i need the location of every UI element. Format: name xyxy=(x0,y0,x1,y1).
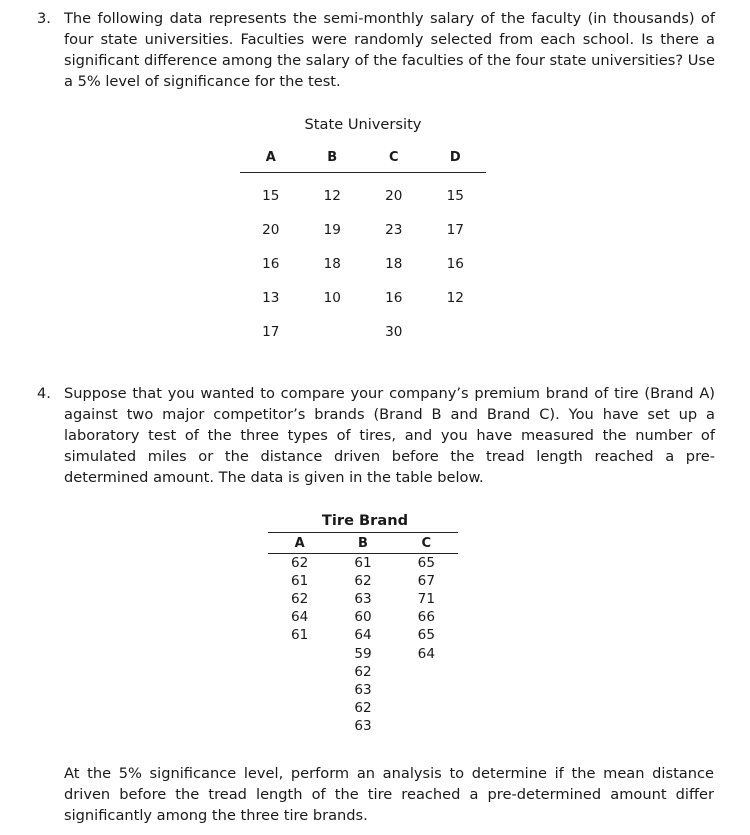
table-cell: 64 xyxy=(291,609,309,626)
table-cell: 59 xyxy=(354,645,372,662)
table-cell: 20 xyxy=(262,222,280,238)
table-cell: 62 xyxy=(291,554,309,571)
table-cell: 62 xyxy=(291,590,309,607)
table-cell: 67 xyxy=(417,572,435,589)
table-cell xyxy=(395,700,458,718)
tire-table-title: Tire Brand xyxy=(321,512,409,529)
table-cell xyxy=(425,315,487,349)
table-row xyxy=(268,681,458,699)
table-cell: 19 xyxy=(323,222,341,238)
table-row xyxy=(240,315,486,349)
table-cell: 63 xyxy=(354,590,372,607)
table-row xyxy=(268,590,458,608)
table-row xyxy=(240,281,486,315)
table-cell: 12 xyxy=(323,188,341,204)
table-cell: 17 xyxy=(262,324,280,340)
table-cell xyxy=(395,663,458,681)
salary-table-title: State University xyxy=(304,116,422,133)
table-cell xyxy=(268,663,331,681)
table-row xyxy=(268,645,458,663)
table-cell: 61 xyxy=(291,572,309,589)
table-row xyxy=(240,173,486,214)
table-row xyxy=(268,663,458,681)
table-cell: 64 xyxy=(354,627,372,644)
table-cell: 20 xyxy=(385,188,403,204)
salary-header-b: B xyxy=(302,142,364,173)
tire-table-header-row xyxy=(268,533,458,554)
tire-header-c: C xyxy=(395,533,458,554)
table-cell: 62 xyxy=(354,700,372,717)
table-cell: 60 xyxy=(354,609,372,626)
table-cell: 63 xyxy=(354,681,372,698)
table-cell: 65 xyxy=(417,554,435,571)
table-cell: 16 xyxy=(385,290,403,306)
table-cell: 13 xyxy=(262,290,280,306)
table-cell: 18 xyxy=(323,256,341,272)
table-cell: 61 xyxy=(354,554,372,571)
problem-3-text: The following data represents the semi-monthly salary of the faculty (in thousands) of four state universities. Faculties were randomly selected from each school. Is there a significant difference among the salary of the faculties of the four state universities? Use a 5% level of significance for the test. xyxy=(64,10,715,90)
table-cell: 63 xyxy=(354,718,372,735)
table-row xyxy=(268,609,458,627)
table-cell xyxy=(268,718,331,736)
salary-header-d: D xyxy=(425,142,487,173)
table-cell: 62 xyxy=(354,663,372,680)
table-cell xyxy=(268,645,331,663)
table-cell: 17 xyxy=(446,222,464,238)
table-cell: 18 xyxy=(385,256,403,272)
table-cell: 15 xyxy=(446,188,464,204)
table-cell: 30 xyxy=(385,324,403,340)
table-row xyxy=(240,247,486,281)
tire-header-b: B xyxy=(331,533,394,554)
problem-4-conclusion: At the 5% significance level, perform an analysis to determine if the mean distance driven before the tread length of the tire reached a pre-determined amount differ significantly among the three tire brands. xyxy=(64,765,714,824)
table-row xyxy=(268,572,458,590)
table-cell: 15 xyxy=(262,188,280,204)
problem-3-number: 3. xyxy=(37,10,51,27)
salary-header-a: A xyxy=(240,142,302,173)
tire-header-a: A xyxy=(268,533,331,554)
table-cell: 62 xyxy=(354,572,372,589)
table-cell: 65 xyxy=(417,627,435,644)
table-cell: 71 xyxy=(417,590,435,607)
table-cell xyxy=(268,700,331,718)
salary-header-c: C xyxy=(363,142,425,173)
table-row xyxy=(268,700,458,718)
table-row xyxy=(268,554,458,573)
table-cell: 23 xyxy=(385,222,403,238)
table-cell: 12 xyxy=(446,290,464,306)
problem-4-text: Suppose that you wanted to compare your company’s premium brand of tire (Brand A) against two major competitor’s brands (Brand B and Brand C). You have set up a laboratory test of the three types of tires, and you have measured the number of simulated miles or the distance driven before the tread length reached a pre-determined amount. The data is given in the table below. xyxy=(64,385,715,486)
table-cell: 16 xyxy=(262,256,280,272)
table-cell: 16 xyxy=(446,256,464,272)
table-cell xyxy=(302,315,364,349)
table-cell: 64 xyxy=(417,645,435,662)
table-cell: 61 xyxy=(291,627,309,644)
table-row xyxy=(268,627,458,645)
problem-4 xyxy=(37,383,715,488)
problem-3 xyxy=(37,8,715,92)
table-cell: 66 xyxy=(417,609,435,626)
salary-table xyxy=(240,142,486,349)
table-cell xyxy=(395,718,458,736)
table-cell: 10 xyxy=(323,290,341,306)
table-row xyxy=(240,213,486,247)
tire-table xyxy=(268,532,458,736)
table-row xyxy=(268,718,458,736)
problem-4-number: 4. xyxy=(37,385,51,402)
salary-table-header-row xyxy=(240,142,486,173)
table-cell xyxy=(395,681,458,699)
table-cell xyxy=(268,681,331,699)
